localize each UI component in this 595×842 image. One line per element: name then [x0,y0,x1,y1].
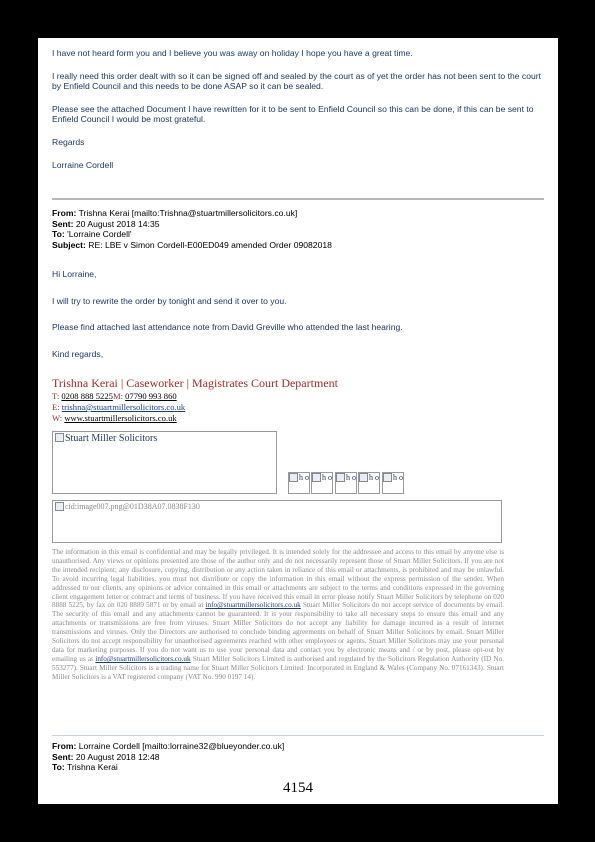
paragraph: Please see the attached Document I have rewritten for it to be sent to Enfield Council so this can be done, if this can be sent to Enfield Council I would be most grateful. [52,103,534,125]
company-logo-image [52,431,277,494]
from-value: Lorraine Cordell [mailto:lorraine32@blueyonder.co.uk] [78,741,285,751]
mobile-label: M: [112,391,123,401]
document-page [38,38,558,804]
regards-text: Regards [52,136,85,147]
icon-alt-text: h o [299,473,309,482]
sent-label: Sent: [52,751,74,762]
icon-alt-text: h o [322,473,332,482]
social-icon-1[interactable] [288,472,310,494]
legal-disclaimer [52,548,504,682]
broken-image-icon [55,502,64,511]
social-icon-3[interactable] [335,472,357,494]
subject-label: Subject: [52,239,86,250]
paragraph: I will try to rewrite the order by tonight and send it over to you. [52,295,287,306]
banner-image [52,500,502,543]
signature-name: Trishna Kerai | Caseworker | Magistrates Court Department [52,376,338,390]
to-label: To: [52,762,65,773]
email-header-mid [52,208,544,250]
email-body-mid [52,269,544,359]
social-icon-5[interactable] [382,472,404,494]
icon-alt-text: h o [346,473,356,482]
to-label: To: [52,229,65,240]
paragraph: I really need this order dealt with so it can be signed off and sealed by the court as of yet the order has not been sent to the court by Enfield Council and this needs to be done ASAP so it can be sealed. [52,70,542,92]
paragraph: I have not heard form you and I believe you was away on holiday I hope you have a great time. [52,48,413,58]
subject-value: RE: LBE v Simon Cordell-E00ED049 amended Order 09082018 [88,239,332,250]
from-label: From: [52,208,77,218]
broken-image-icon [359,473,368,482]
from-value: Trishna Kerai [mailto:Trishna@stuartmillersolicitors.co.uk] [78,208,298,218]
website-link[interactable]: www.stuartmillersolicitors.co.uk [64,413,177,423]
to-value: Trishna Kerai [66,762,118,773]
email-header-bottom [52,741,544,773]
email-link[interactable]: trishna@stuartmillersolicitors.co.uk [61,402,186,412]
divider [52,198,544,200]
social-icon-4[interactable] [358,472,380,494]
icon-alt-text: h o [393,473,403,482]
icon-alt-text: h o [369,473,379,482]
sent-label: Sent: [52,218,74,229]
optout-email-link[interactable]: info@stuartmillersolicitors.co.uk [95,654,191,663]
disclaimer-text: The information in this email is confidential and may be legally privileged. It is intended solely for the addressee and access to this email by anyone else is unauthorised. Any views or opinions presented are those of the author only and do not necessarily represent those of Stuart Miller Solicitors. If you are not the intended recipient; any disclosure, copying, distribution or any action taken in reliance of this email or attachments, is prohibited and may be unlawful. To avoid incurring legal liabilities, you must not distribute or copy the information in this email without the express permission of the sender. When addressed to our clients, any opinions or advice contained in this email or attachments are subject to the terms and conditions expressed in the governing client engagement letter or contract and terms of business. If you have received this email in error please notify Stuart Miller Solicitors by telephone on 020 8888 5225, by fax on 020 8889 5871 or by email at [52,548,504,610]
disclaimer-text: Stuart Miller Solicitors Limited is authorised and regulated by the Solicitors Regulation Authority (ID No. 553277). Stuart Miller Solicitors is a trading name for Stuart Miller Solicitors Limited. Incorporated in England & Wales (Company No. 07161343). Stuart Miller Solicitors is a VAT registered company (VAT No. 990 0197 14). [52,654,505,681]
phone-label: T: [52,391,60,401]
website-label: W: [52,413,63,423]
disclaimer-email-link[interactable]: info@stuartmillersolicitors.co.uk [205,601,301,610]
broken-image-icon [55,433,64,442]
mobile-value[interactable]: 07790 993 860 [125,391,177,401]
to-value: 'Lorraine Cordell' [67,229,132,240]
email-label: E: [52,402,60,412]
greeting: Hi Lorraine, [52,269,97,279]
sender-signature: Lorraine Cordell [52,159,114,170]
sent-value: 20 August 2018 14:35 [75,218,160,229]
signature-block [52,376,544,424]
paragraph: Please find attached last attendance note from David Greville who attended the last hearing. [52,322,403,333]
closing-text: Kind regards, [52,348,104,359]
sent-value: 20 August 2018 12:48 [75,751,160,762]
broken-image-icon [312,473,321,482]
from-label: From: [52,741,77,751]
logo-alt-text: Stuart Miller Solicitors [65,433,158,444]
social-icon-2[interactable] [311,472,333,494]
disclaimer-text: Stuart Miller Solicitors do not accept service of documents by email. The security of this email and any attachments cannot be guaranteed. It is your responsibility to take all necessary steps to ensure this email and any attachments or transmissions are free from viruses. Stuart Miller Solicitors do not accept any liability for damage incurred as a result of internet transmissions and viruses. Only the Directors are authorised to conclude binding agreements on behalf of Stuart Miller Solicitors by email. Stuart Miller Solicitors do not accept responsibility for unauthorised agreements reached with other employees or agents. Stuart Miller Solicitors may use your personal data for marketing purposes. If you do not want us to use your personal data and contact you by electronic means and / or by post, please opt-out by emailing us at [52,601,505,663]
banner-alt-text: cid:image007.png@01D38A07.0838F130 [65,502,200,511]
broken-image-icon [289,473,298,482]
page-number: 4154 [283,780,313,796]
phone-value[interactable]: 0208 888 5225 [61,391,113,401]
broken-image-icon [336,473,345,482]
email-body-top [52,48,544,170]
broken-image-icon [383,473,392,482]
divider [52,735,544,736]
